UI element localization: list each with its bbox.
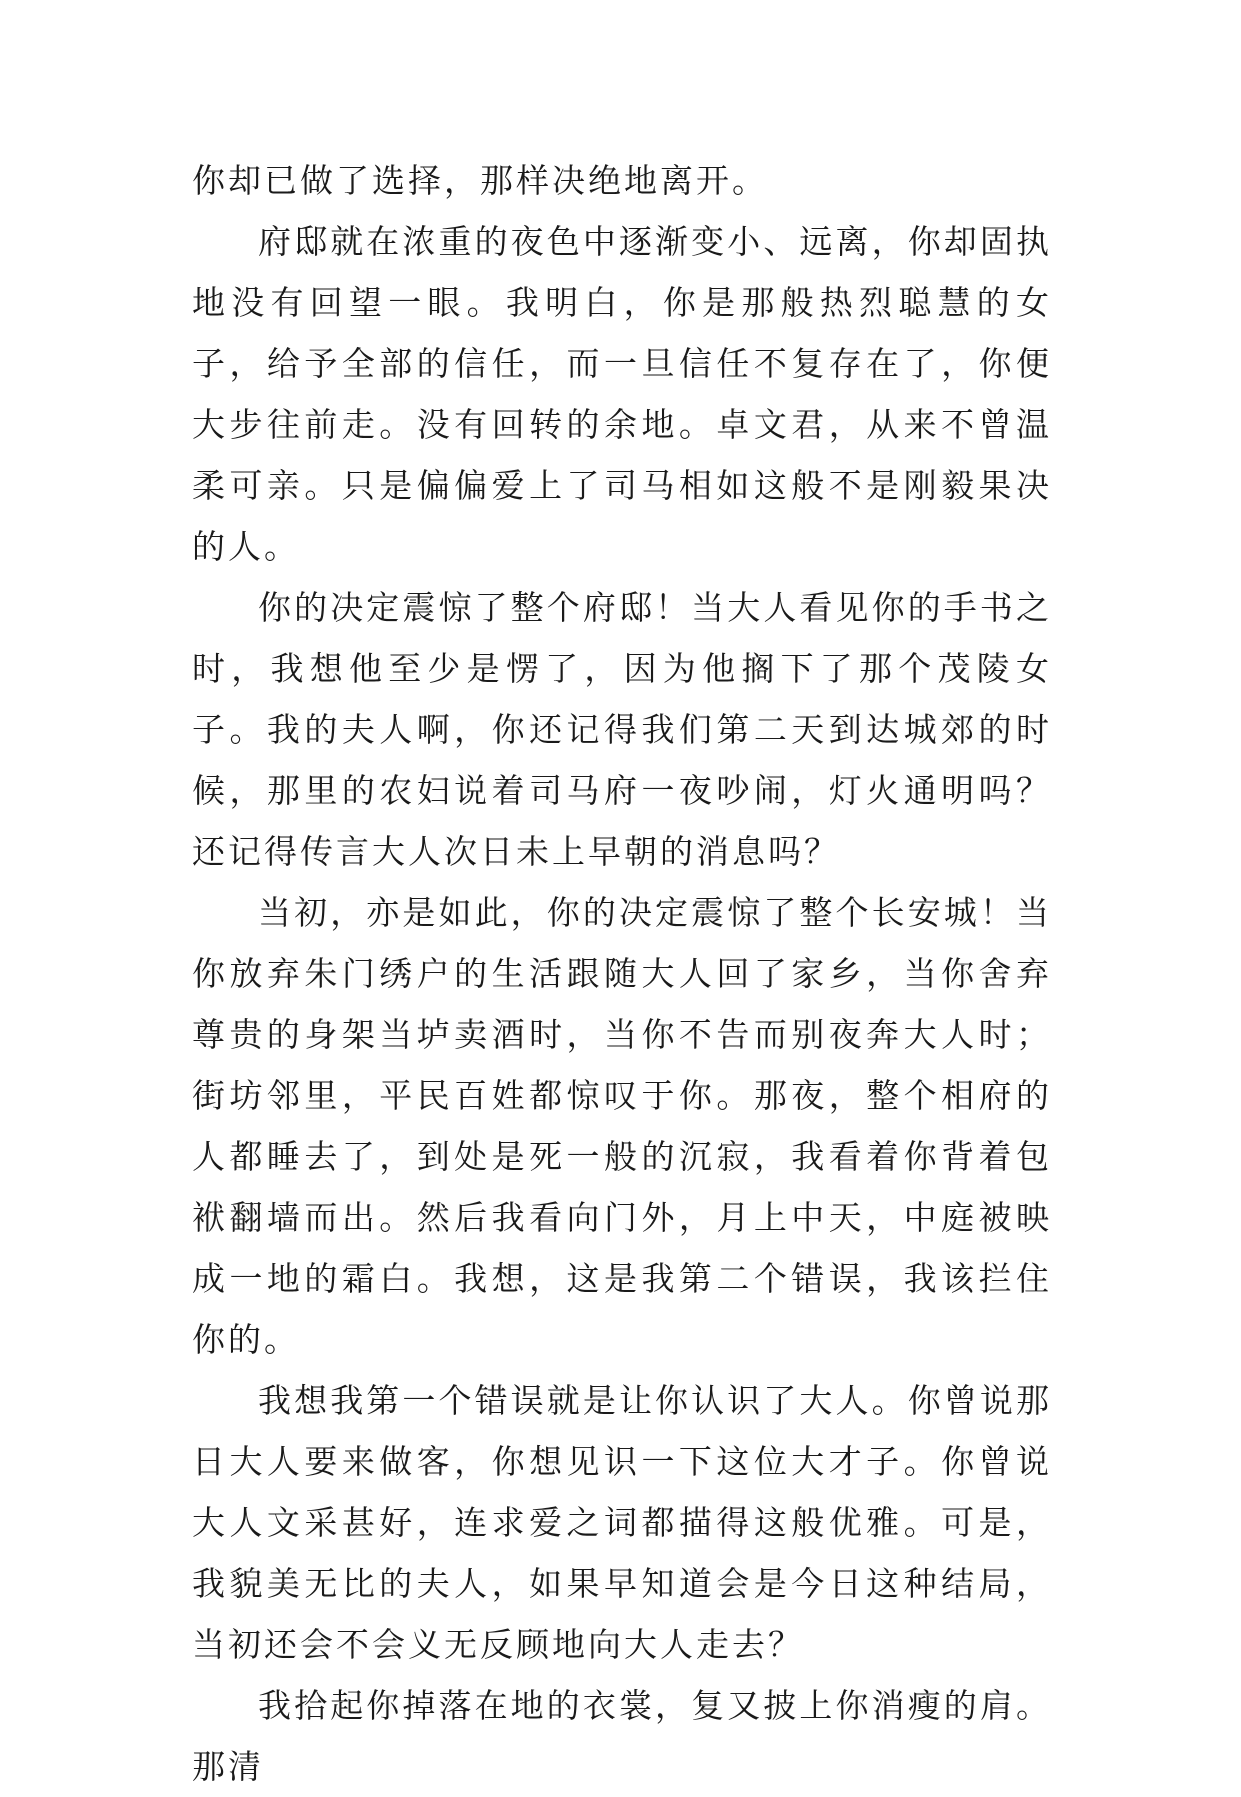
paragraph-6: 我拾起你掉落在地的衣裳，复又披上你消瘦的肩。那清 (192, 1686, 1052, 1786)
paragraph-3: 你的决定震惊了整个府邸！当大人看见你的手书之时，我想他至少是愣了，因为他搁下了那个茂陵女子。我的夫人啊，你还记得我们第二天到达城郊的时候，那里的农妇说着司马府一夜吵闹，灯火通明吗？还记得传言大人次日未上早朝的消息吗？ (192, 588, 1052, 871)
paragraph-1: 你却已做了选择，那样决绝地离开。 (192, 161, 768, 200)
document-body (192, 150, 1052, 1797)
paragraph-4: 当初，亦是如此，你的决定震惊了整个长安城！当你放弃朱门绣户的生活跟随大人回了家乡，当你舍弃尊贵的身架当垆卖酒时，当你不告而别夜奔大人时；街坊邻里，平民百姓都惊叹于你。那夜，整个相府的人都睡去了，到处是死一般的沉寂，我看着你背着包袱翻墙而出。然后我看向门外，月上中天，中庭被映成一地的霜白。我想，这是我第二个错误，我该拦住你的。 (192, 893, 1052, 1359)
paragraph-5: 我想我第一个错误就是让你认识了大人。你曾说那日大人要来做客，你想见识一下这位大才子。你曾说大人文采甚好，连求爱之词都描得这般优雅。可是，我貌美无比的夫人，如果早知道会是今日这种结局，当初还会不会义无反顾地向大人走去？ (192, 1381, 1052, 1664)
paragraph-2: 府邸就在浓重的夜色中逐渐变小、远离，你却固执地没有回望一眼。我明白，你是那般热烈聪慧的女子，给予全部的信任，而一旦信任不复存在了，你便大步往前走。没有回转的余地。卓文君，从来不曾温柔可亲。只是偏偏爱上了司马相如这般不是刚毅果决的人。 (192, 222, 1052, 566)
